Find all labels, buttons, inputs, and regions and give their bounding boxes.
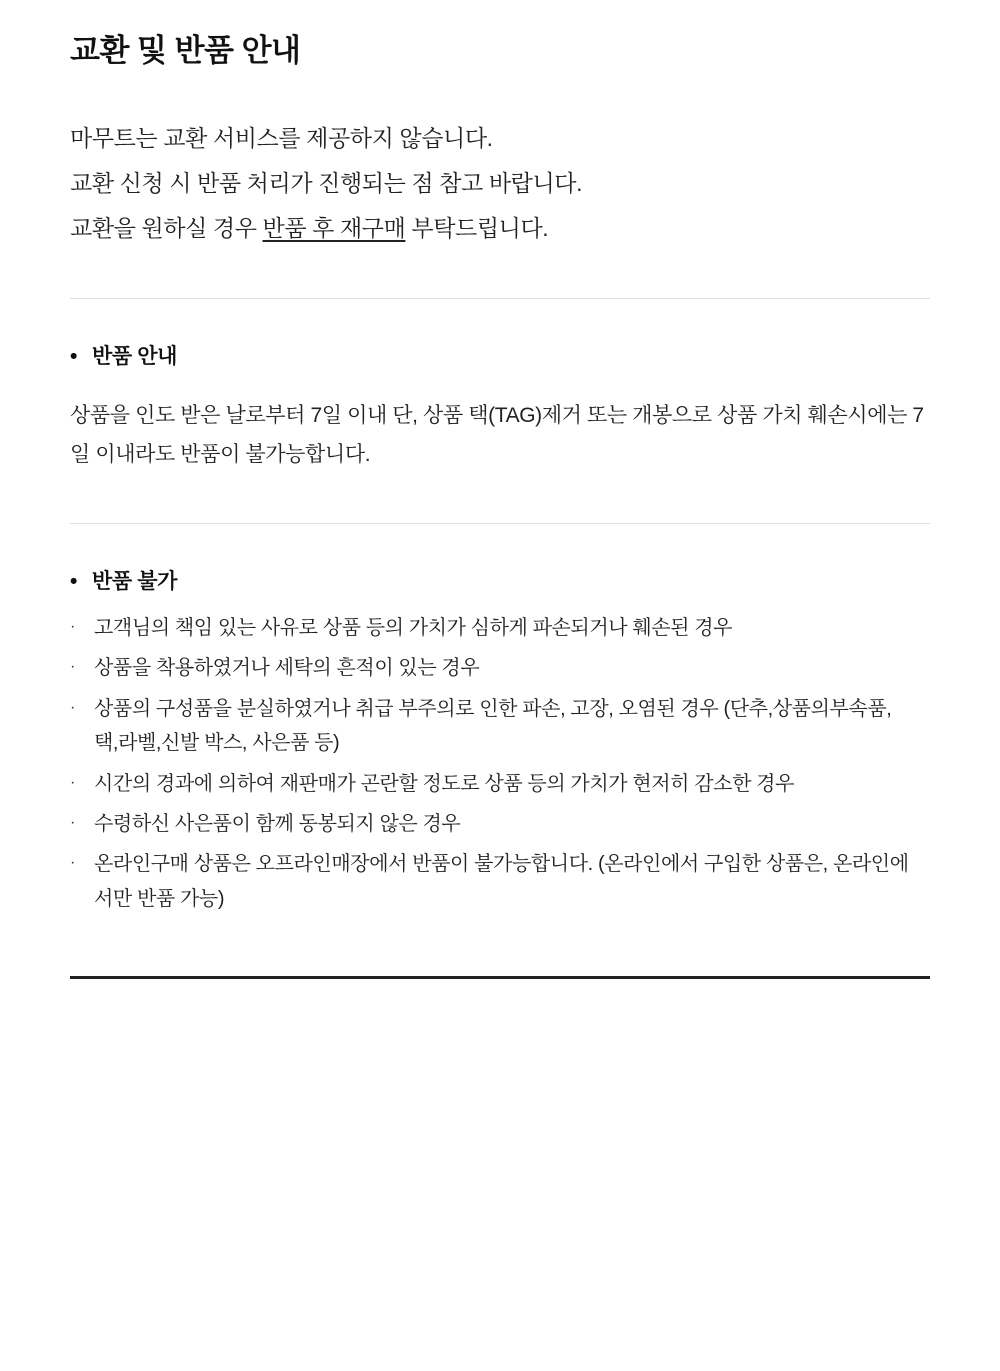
list-item-text: 온라인구매 상품은 오프라인매장에서 반품이 불가능합니다. (온라인에서 구입한 상품은, 온라인에서만 반품 가능) — [94, 853, 909, 910]
dash-bullet-icon: · — [70, 658, 75, 676]
intro-line-3 — [70, 206, 930, 251]
dash-bullet-icon: · — [70, 814, 75, 832]
intro-line-1: 마무트는 교환 서비스를 제공하지 않습니다. — [70, 124, 493, 151]
intro-paragraph — [70, 116, 930, 251]
section-return-info-title: 반품 안내 — [92, 345, 177, 369]
list-item-text: 시간의 경과에 의하여 재판매가 곤란할 정도로 상품 등의 가치가 현저히 감소한 경우 — [94, 772, 795, 795]
section-no-return — [70, 566, 930, 917]
intro-line-3-prefix: 교환을 원하실 경우 — [70, 214, 263, 241]
page-title: 교환 및 반품 안내 — [70, 33, 301, 68]
list-item — [70, 767, 930, 801]
section-return-info — [70, 341, 930, 474]
repurchase-emphasis: 반품 후 재구매 — [262, 214, 406, 241]
dash-bullet-icon: · — [70, 698, 75, 716]
list-item-text: 고객님의 책임 있는 사유로 상품 등의 가치가 심하게 파손되거나 훼손된 경우 — [94, 617, 733, 640]
section-no-return-title: 반품 불가 — [92, 569, 177, 593]
dash-bullet-icon: · — [70, 773, 75, 791]
divider-top — [70, 298, 930, 299]
list-item-text: 상품을 착용하였거나 세탁의 흔적이 있는 경우 — [94, 657, 480, 680]
list-item — [70, 692, 930, 761]
list-item-text: 수령하신 사은품이 함께 동봉되지 않은 경우 — [94, 813, 461, 836]
list-item — [70, 651, 930, 685]
list-item — [70, 807, 930, 841]
section-return-info-body: 상품을 인도 받은 날로부터 7일 이내 단, 상품 택(TAG)제거 또는 개봉으로 상품 가치 훼손시에는 7일 이내라도 반품이 불가능합니다. — [70, 403, 924, 466]
bullet-icon: • — [70, 569, 77, 593]
dash-bullet-icon: · — [70, 618, 75, 636]
bottom-spacer — [70, 979, 930, 1039]
bullet-icon: • — [70, 345, 77, 369]
dash-bullet-icon: · — [70, 854, 75, 872]
return-policy-page — [0, 30, 1000, 1039]
list-item-text: 상품의 구성품을 분실하였거나 취급 부주의로 인한 파손, 고장, 오염된 경우 (단추,상품의부속품, 택,라벨,신발 박스, 사은품 등) — [94, 697, 892, 755]
intro-line-3-suffix: 부탁드립니다. — [405, 214, 549, 241]
section-return-info-heading — [70, 341, 930, 373]
section-no-return-heading — [70, 566, 930, 598]
divider-middle — [70, 523, 930, 524]
list-item — [70, 847, 930, 916]
list-item — [70, 611, 930, 645]
intro-line-2: 교환 신청 시 반품 처리가 진행되는 점 참고 바랍니다. — [70, 169, 583, 196]
no-return-conditions-list — [70, 611, 930, 916]
